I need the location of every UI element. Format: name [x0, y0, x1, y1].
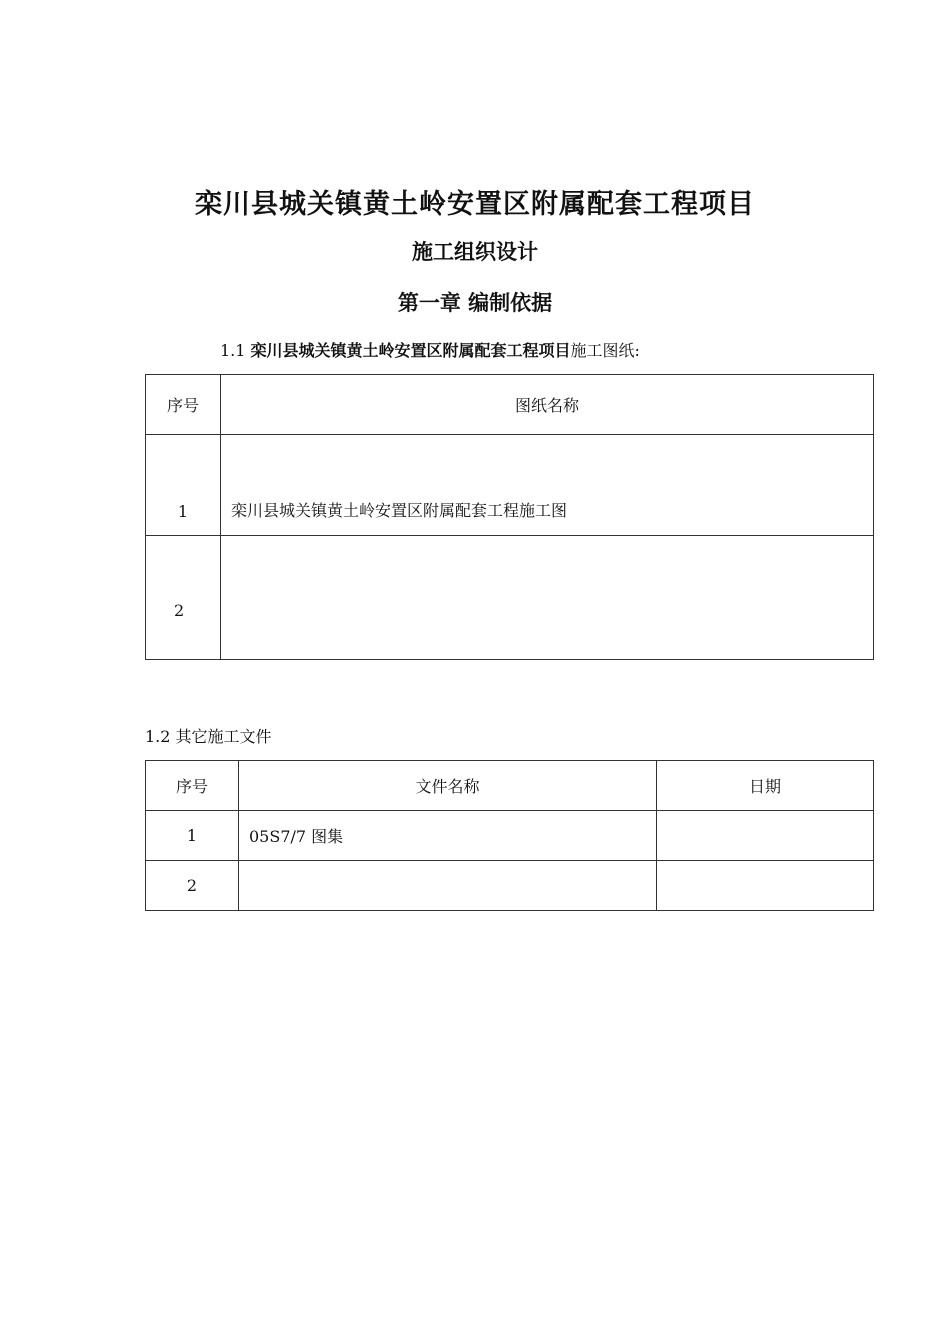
- section-number: 1.1: [220, 341, 251, 360]
- table-row: [146, 435, 874, 536]
- chapter-title: 第一章 编制依据: [397, 291, 553, 315]
- table-header-row: [146, 375, 874, 435]
- section-project-name: 栾川县城关镇黄土岭安置区附属配套工程项目: [250, 341, 571, 360]
- table-row: [146, 811, 874, 861]
- section-1-2-heading: 1.2 其它施工文件: [145, 727, 272, 746]
- section-1-1-heading: [220, 338, 640, 361]
- row-name-cell: [239, 861, 657, 911]
- table-row: [146, 861, 874, 911]
- table-row: [146, 536, 874, 660]
- section-suffix: 施工图纸:: [570, 341, 640, 360]
- row-no-cell: 2: [146, 536, 221, 660]
- row-date-cell: [657, 811, 874, 861]
- row-name-cell: 栾川县城关镇黄土岭安置区附属配套工程施工图: [221, 435, 874, 536]
- files-table: [145, 760, 874, 911]
- row-no-cell: 1: [146, 435, 221, 536]
- row-no-cell: 2: [146, 861, 239, 911]
- row-name-cell: 05S7/7 图集: [239, 811, 657, 861]
- main-title: 栾川县城关镇黄土岭安置区附属配套工程项目: [195, 189, 755, 220]
- drawings-table: [145, 374, 874, 660]
- header-cell-name: 文件名称: [239, 761, 657, 811]
- header-cell-name: 图纸名称: [221, 375, 874, 435]
- row-no-cell: 1: [146, 811, 239, 861]
- header-cell-date: 日期: [657, 761, 874, 811]
- row-name-cell: [221, 536, 874, 660]
- header-cell-no: 序号: [146, 761, 239, 811]
- table-header-row: [146, 761, 874, 811]
- subtitle: 施工组织设计: [412, 240, 538, 264]
- row-date-cell: [657, 861, 874, 911]
- header-cell-no: 序号: [146, 375, 221, 435]
